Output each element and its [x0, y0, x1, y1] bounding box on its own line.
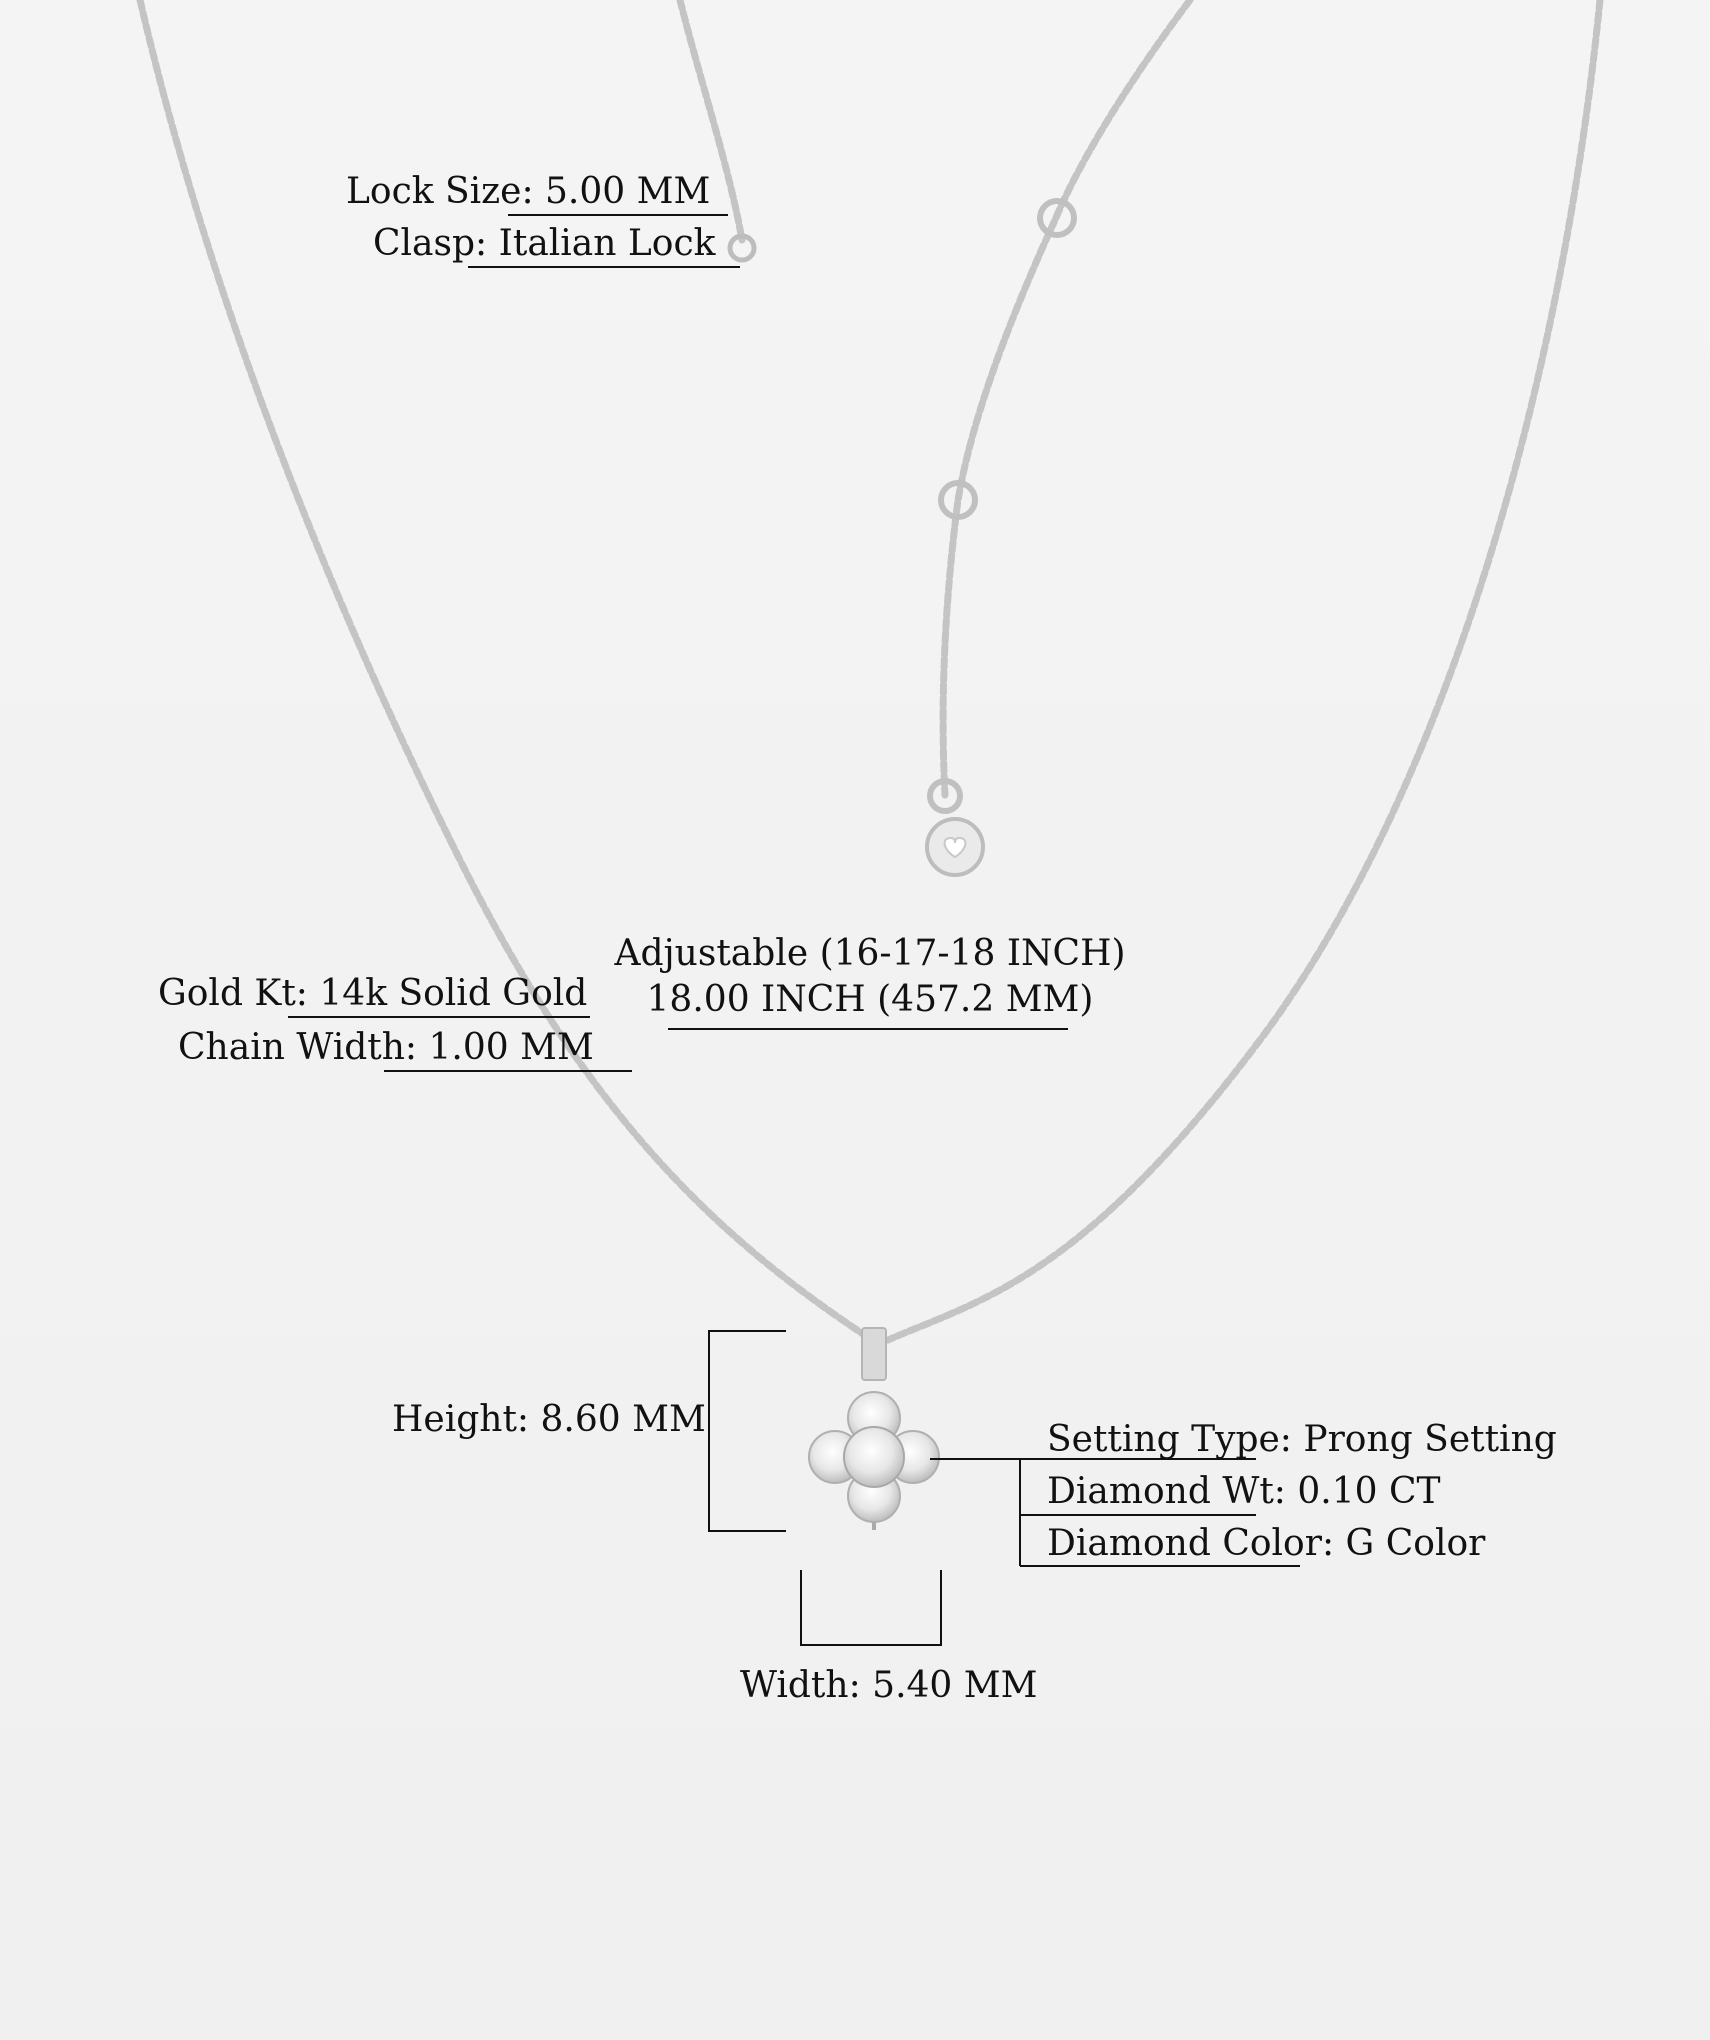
- clasp-spec: [373, 222, 715, 266]
- chain-width-spec: [178, 1026, 594, 1070]
- diamond-wt-spec: [1047, 1470, 1441, 1514]
- length-text: 18.00 INCH (457.2 MM): [646, 979, 1094, 1020]
- diamond-specs-bracket: [1019, 1458, 1021, 1566]
- width-bracket-bottom: [800, 1644, 942, 1646]
- lock-size-value: 5.00 MM: [545, 171, 711, 212]
- height-bracket-top: [708, 1330, 786, 1332]
- gold-kt-value: 14k Solid Gold: [319, 973, 588, 1014]
- gold-kt-leader: [288, 1016, 590, 1018]
- height-spec: [392, 1398, 706, 1442]
- diamond-color-label: Diamond Color:: [1047, 1523, 1335, 1564]
- chain-extender: [943, 0, 1190, 795]
- height-label: Height:: [392, 1399, 530, 1440]
- chain-width-label: Chain Width:: [178, 1027, 418, 1068]
- pendant-bail: [862, 1328, 886, 1380]
- diamond-wt-label: Diamond Wt:: [1047, 1471, 1286, 1512]
- chain-width-value: 1.00 MM: [428, 1027, 594, 1068]
- width-bracket-left: [800, 1570, 802, 1644]
- gold-kt-label: Gold Kt:: [158, 973, 308, 1014]
- width-label: Width:: [740, 1665, 861, 1706]
- diamond-color-spec: [1047, 1522, 1485, 1566]
- gold-kt-spec: [158, 972, 587, 1016]
- diamond-wt-value: 0.10 CT: [1297, 1471, 1441, 1512]
- chain-right: [888, 0, 1600, 1340]
- clasp-value: Italian Lock: [498, 223, 716, 264]
- lock-size-leader: [508, 214, 728, 216]
- lock-size-spec: [346, 170, 710, 214]
- height-value: 8.60 MM: [540, 1399, 706, 1440]
- clasp-leader: [468, 266, 740, 268]
- height-bracket-bottom: [708, 1530, 786, 1532]
- setting-leader-connector: [930, 1458, 1020, 1460]
- setting-type-spec: [1047, 1418, 1557, 1462]
- height-bracket-side: [708, 1330, 710, 1532]
- length-leader: [668, 1028, 1068, 1030]
- width-value: 5.40 MM: [872, 1665, 1038, 1706]
- diamond-color-value: G Color: [1345, 1523, 1486, 1564]
- width-bracket-right: [940, 1570, 942, 1646]
- diamond-color-leader: [1020, 1565, 1300, 1567]
- setting-type-label: Setting Type:: [1047, 1419, 1292, 1460]
- diamond-wt-leader: [1020, 1514, 1256, 1516]
- lock-size-label: Lock Size:: [346, 171, 534, 212]
- pendant-diamond-cluster: [809, 1392, 939, 1530]
- length-adjustable-text: Adjustable (16-17-18 INCH): [614, 933, 1126, 974]
- setting-type-leader: [1020, 1458, 1256, 1460]
- width-spec: [740, 1664, 1038, 1708]
- setting-type-value: Prong Setting: [1303, 1419, 1557, 1460]
- clasp-label: Clasp:: [373, 223, 488, 264]
- chain-width-leader: [384, 1070, 632, 1072]
